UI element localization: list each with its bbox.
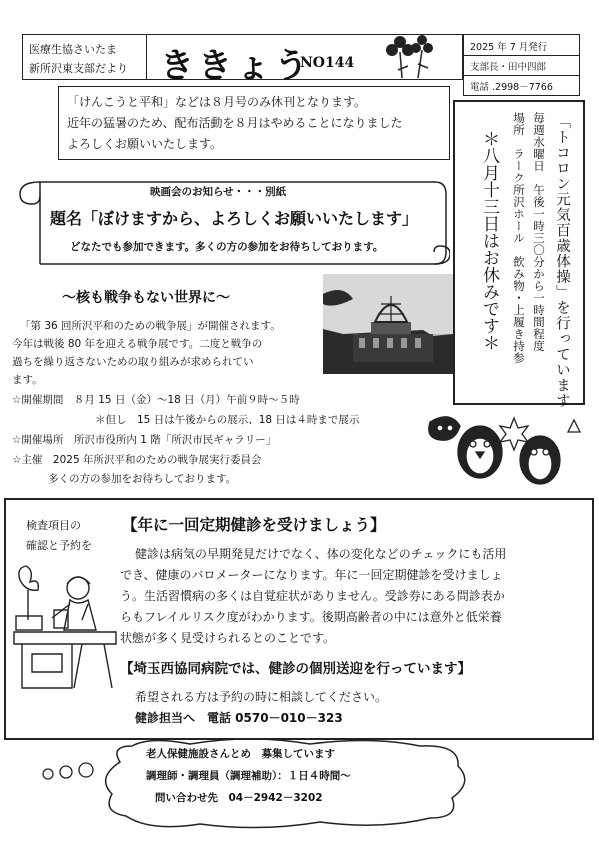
exercise-holiday: ＊八月十三日はお休みです＊ xyxy=(479,130,499,351)
event-period: ☆開催期間 ８月 15 日（金）～18 日（月）午前９時～５時 xyxy=(12,394,300,406)
checkup-line-3: う。生活習慣病の多くは自覚症状がありません。受診券にある問診表か xyxy=(120,589,505,603)
checkup-side-note-2: 確認と予約を xyxy=(26,539,92,552)
recruit-title: 老人保健施設さんとめ 募集しています xyxy=(146,748,335,760)
phone-number: 電話 .2998－7766 xyxy=(470,82,553,93)
branch-name: 新所沢東支部だより xyxy=(29,62,128,75)
recruit-inquiry: 問い合わせ先 04－2942－3202 xyxy=(155,792,323,804)
checkup-line-4: らもフレイルリスク度がわかります。後期高齢者の中には意外と低栄養 xyxy=(120,610,502,624)
issue-number: NO144 xyxy=(300,55,355,71)
event-organizer: ☆主催 2025 年所沢平和のための戦争展実行委員会 xyxy=(12,454,262,466)
exercise-schedule: 毎週水曜日 午後一時三〇分から一時間程度 xyxy=(532,112,546,352)
checkup-heading: 【年に一回定期健診を受けましょう】 xyxy=(122,516,386,534)
exercise-box xyxy=(453,100,585,409)
penguin-illustration xyxy=(410,412,590,490)
notice-line-1: 「けんこうと平和」などは８月号のみ休刊となります。 xyxy=(67,95,367,109)
checkup-contact: 健診担当へ 電話 0570－010－323 xyxy=(135,711,343,725)
exercise-venue: 場所 ラーク所沢ホール 飲み物・上履き持参 xyxy=(512,112,526,364)
checkup-line-2: でき、健康のバロメーターになります。年に一回定期健診を受けましょ xyxy=(120,568,503,582)
peace-line-1: 「第 36 回所沢平和のための戦争展」が開催されます。 xyxy=(20,320,281,332)
notice-line-2: 近年の猛暑のため、配布活動を８月はやめることになりました xyxy=(67,116,403,130)
flower-icon xyxy=(378,30,440,80)
notice-line-3: よろしくお願いいたします。 xyxy=(67,137,223,151)
movie-title: 題名「ぼけますから、よろしくお願いいたします」 xyxy=(50,209,419,228)
atomic-dome-photo xyxy=(323,274,453,374)
event-closing: 多くの方の参加をお待ちしております。 xyxy=(48,473,237,485)
checkup-side-note-1: 検査項目の xyxy=(26,519,81,532)
org-block xyxy=(22,34,147,80)
info-box xyxy=(463,34,580,96)
peace-line-3: 過ちを繰り返さないための取り組みが求められてい xyxy=(12,356,254,368)
hospital-shuttle-heading: 【埼玉西協同病院では、健診の個別送迎を行っています】 xyxy=(120,661,471,677)
checkup-line-1: 健診は病気の早期発見だけでなく、体の変化などのチェックにも活用 xyxy=(135,547,507,561)
notice-box xyxy=(58,86,450,160)
movie-note: どなたでも参加できます。多くの方の参加をお待ちしております。 xyxy=(70,241,384,253)
issue-date: 2025 年 7 月発行 xyxy=(470,42,548,53)
peace-line-2: 今年は戦後 80 年を迎える戦争展です。二度と戦争の xyxy=(12,338,263,350)
newsletter-title: ききょう xyxy=(160,46,312,86)
peace-line-4: ます。 xyxy=(12,374,43,386)
event-venue: ☆開催場所 所沢市役所内 1 階「所沢市民ギャラリー」 xyxy=(12,434,277,446)
person-at-desk-illustration xyxy=(12,560,122,690)
branch-head: 支部長・田中四郎 xyxy=(470,62,547,73)
movie-heading: 映画会のお知らせ・・・別紙 xyxy=(150,186,287,198)
exercise-title: 「トコロン元気百歳体操」を行っています xyxy=(554,114,570,409)
recruit-positions: 調理師・調理員（調理補助）：１日４時間～ xyxy=(146,770,351,782)
peace-heading: ～核も戦争もない世界に～ xyxy=(62,290,230,306)
reservation-note: 希望される方は予約の時に相談してください。 xyxy=(135,690,388,704)
checkup-line-5: 状態が多く見受けられるとのことです。 xyxy=(120,631,336,645)
org-name: 医療生協さいたま xyxy=(29,43,117,56)
event-period-note: ＊但し 15 日は午後からの展示、18 日は４時まで展示 xyxy=(95,414,360,426)
